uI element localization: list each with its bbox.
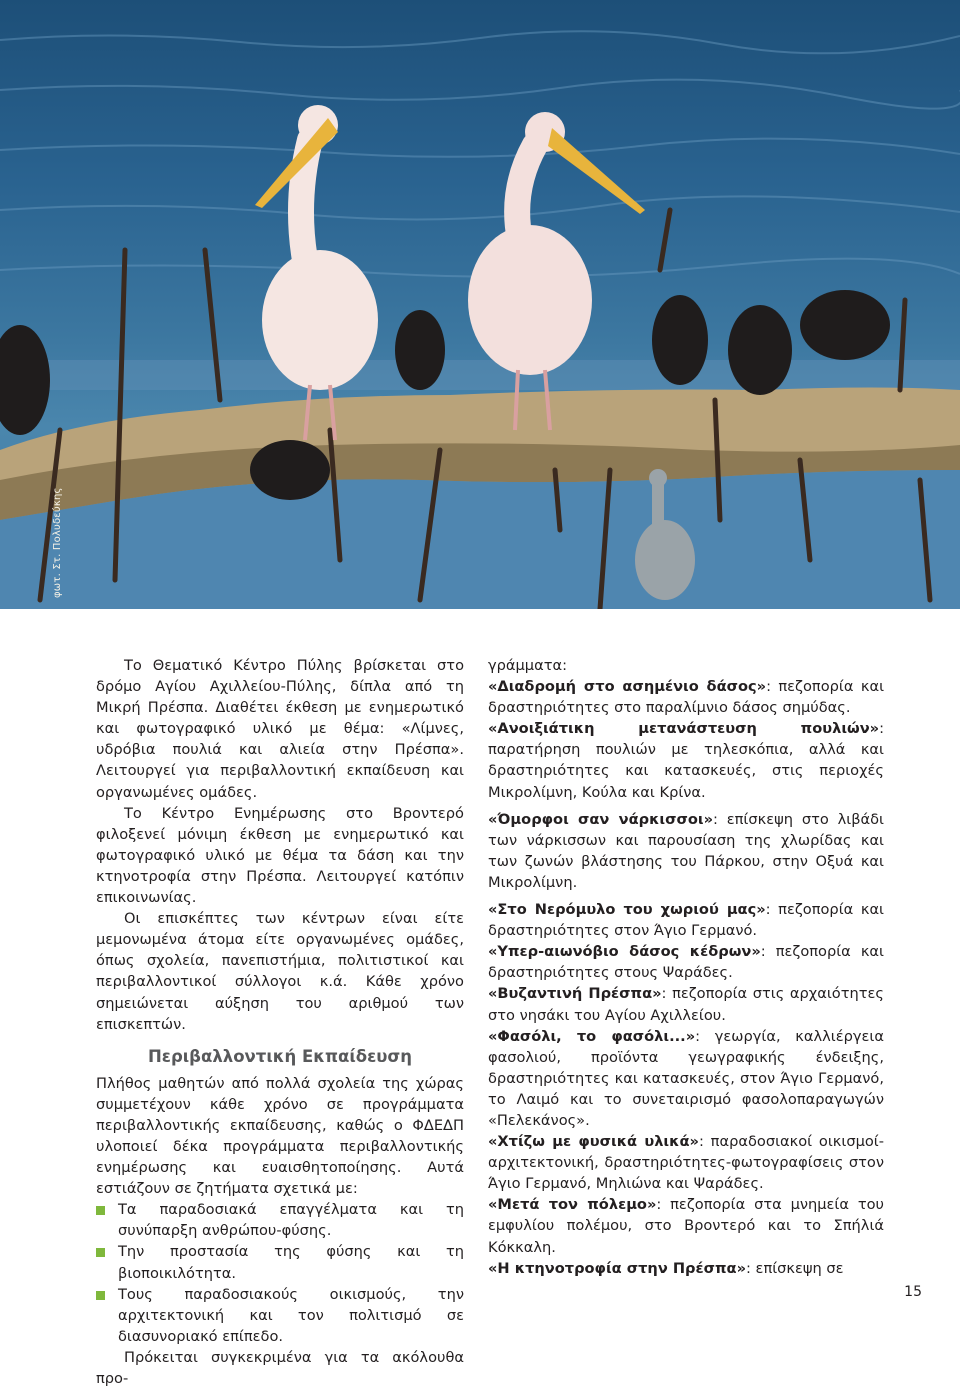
bullet-square-icon [96,1248,105,1257]
bullet-square-icon [96,1206,105,1215]
program-description: : πεζοπορία στις αρχαιότητες στο νησάκι του Αγίου Αχιλλείου. [488,985,884,1024]
program-title: «Όμορφοι σαν νάρκισσοι» [488,810,713,828]
paragraph-programs-intro: Πρόκειται συγκεκριμένα για τα ακόλουθα προ- [96,1348,464,1387]
program-entry [488,1131,884,1194]
program-description: : επίσκεψη στο λιβάδι των νάρκισσων και παρουσίαση της χλωρίδας και των ζωνών βλάστησης του Πάρκου, στην Οξυά και Μικρολίμνη. [488,810,884,891]
program-entry [488,899,884,941]
page-number: 15 [904,1284,922,1300]
program-description: : παρατήρηση πουλιών με τηλεσκόπια, αλλά και δραστηριότητες και κατασκευές, στις περιοχές Μικρολίμνη, Κούλα και Κρίνα. [488,720,884,801]
program-title: «Διαδρομή στο ασημένιο δάσος» [488,678,767,696]
program-title: «Μετά τον πόλεμο» [488,1196,657,1214]
program-title: «Ανοιξιάτικη μετανάστευση πουλιών» [488,720,880,738]
photo-credit: φωτ. Στ. Πολυδεύκης [52,487,63,598]
program-title: «Χτίζω με φυσικά υλικά» [488,1133,699,1151]
program-description: : πεζοπορία και δραστηριότητες στον Άγιο Γερμανό. [488,901,884,940]
list-item [96,1199,464,1241]
continuation-text: γράμματα: [488,657,568,674]
program-entry [488,1194,884,1257]
program-entry [488,983,884,1025]
program-description: : πεζοπορία και δραστηριότητες στο παραλίμνιο δάσος σημύδας. [488,678,885,717]
program-description: : παραδοσιακοί οικισμοί-αρχιτεκτονική, δραστηριότητες-φωτογραφίσεις στον Άγιο Γερμανό, Μηλιώνα και Ψαράδες. [488,1133,884,1193]
paragraph-visitors: Οι επισκέπτες των κέντρων είναι είτε μεμονωμένα άτομα είτε οργανωμένες ομάδες, όπως σχολεία, πανεπιστήμια, πολιτιστικοί και περιβαλλοντικοί σύλλογοι κ.ά. Κάθε χρόνο σημειώνεται αύξηση του αριθμού των επισκεπτών. [96,910,464,1033]
header-photo [0,0,960,609]
program-title: «Η κτηνοτροφία στην Πρέσπα» [488,1259,746,1277]
program-description: : γεωργία, καλλιέργεια φασολιού, προϊόντα γεωγραφικής ένδειξης, δραστηριότητες και κατασκευές, στον Άγιο Γερμανό, το Λαιμό και το συνεταιρισμό φασολοπαραγωγών «Πελεκάνος». [488,1027,884,1129]
paragraph-education: Πλήθος μαθητών από πολλά σχολεία της χώρας συμμετέχουν κάθε χρόνο σε προγράμματα περιβαλλοντικής εκπαίδευσης, καθώς ο ΦΔΕΔΠ υλοποιεί δέκα προγράμματα περιβαλλοντικής ενημέρωσης και ευαισθητοποίησης. Αυτά εστιάζουν σε ζητήματα σχετικά με: [96,1074,464,1198]
program-title: «Βυζαντινή Πρέσπα» [488,985,662,1003]
right-column [488,655,884,1279]
program-title: «Υπερ-αιωνόβιο δάσος κέδρων» [488,943,761,961]
paragraph-pyli-center: Το Θεματικό Κέντρο Πύλης βρίσκεται στο δρόμο Αγίου Αχιλλείου-Πύλης, δίπλα από τη Μικρή Πρέσπα. Διαθέτει έκθεση με ενημερωτικό και φωτογραφικό υλικό με θέμα: «Λίμνες, υδρόβια πουλιά και αλιεία στην Πρέσπα». Λειτουργεί για περιβαλλοντική εκπαίδευση και οργανωμένες ομάδες. [96,657,464,801]
list-item-text: Τους παραδοσιακούς οικισμούς, την αρχιτεκτονική και τον πολιτισμό σε διασυνοριακό επίπεδο. [118,1285,464,1345]
left-column [96,655,464,1389]
photo-illustration [0,0,960,609]
program-title: «Φασόλι, το φασόλι...» [488,1027,696,1045]
program-entry [488,1026,884,1131]
list-item [96,1284,464,1347]
paragraph-vrontero-center: Το Κέντρο Ενημέρωσης στο Βροντερό φιλοξενεί μόνιμη έκθεση με ενημερωτικό και φωτογραφικό υλικό με θέμα τα δάση και την κτηνοτροφία στην Πρέσπα. Λειτουργεί κατόπιν επικοινωνίας. [96,804,464,907]
list-item-text: Τα παραδοσιακά επαγγέλματα και τη συνύπαρξη ανθρώπου-φύσης. [118,1201,464,1240]
program-entry [488,676,884,718]
program-entry [488,809,884,893]
topic-list [96,1199,464,1347]
program-entry [488,718,884,802]
program-description: : πεζοπορία και δραστηριότητες στους Ψαράδες. [488,943,884,982]
program-entry [488,1258,884,1279]
bullet-square-icon [96,1291,105,1300]
program-entry [488,941,884,983]
program-title: «Στο Νερόμυλο του χωριού μας» [488,901,766,919]
program-description: : επίσκεψη σε [746,1259,844,1277]
list-item-text: Την προστασία της φύσης και τη βιοποικιλότητα. [118,1243,464,1282]
list-item [96,1241,464,1283]
program-description: : πεζοπορία στα μνημεία του εμφυλίου πολέμου, στο Βροντερό και το Σπήλιά Κόκκαλη. [488,1196,884,1256]
section-heading: Περιβαλλοντική Εκπαίδευση [147,1046,413,1066]
